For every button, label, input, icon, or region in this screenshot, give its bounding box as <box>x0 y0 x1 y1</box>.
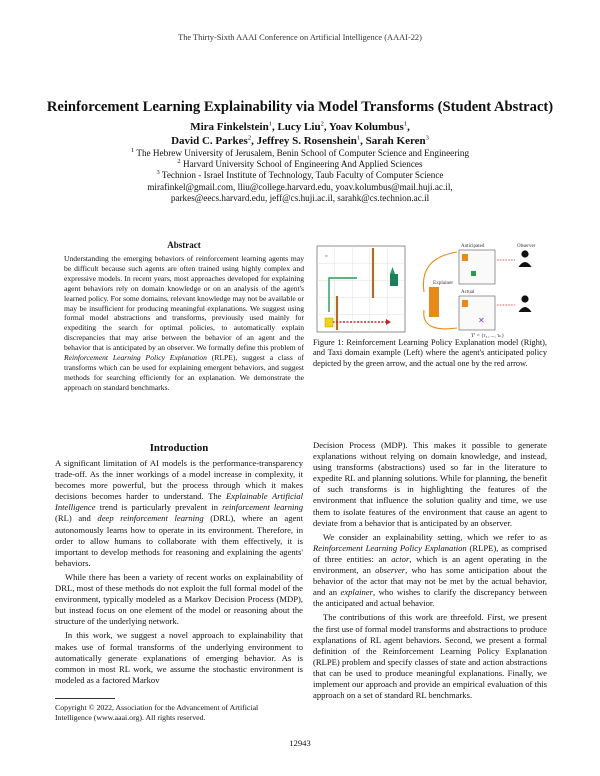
author-name: Jeffrey S. Rosenshein <box>256 135 357 147</box>
author-affil-mark: 2 <box>247 134 252 142</box>
body-paragraph <box>55 458 303 569</box>
actual-cell <box>462 300 468 307</box>
footnote-rule <box>55 698 115 699</box>
actual-label: Actual <box>461 290 475 295</box>
text-run: While there has been a variety of recent works on explainability of DRL, most of these methods do not exploit the full formal model of the environment, typically modeled as a Markov Decision Process (MDP), but instead focus on one element of the model or reasoning about the structure of the underlying network. <box>55 571 303 627</box>
author-name: Lucy Liu <box>277 121 321 133</box>
body-paragraph <box>313 532 547 610</box>
copyright-footnote <box>55 703 305 723</box>
abstract-body <box>64 254 304 393</box>
author-line-1: Mira Finkelstein$^1$, Lucy Liu$^2$, Yoav Kolumbus$^1$, <box>190 120 410 133</box>
figure-1 <box>311 238 547 338</box>
author-affil-mark: 1 <box>356 134 361 142</box>
affiliation-block <box>0 148 600 204</box>
figure-caption: Figure 1: Reinforcement Learning Policy Explanation model (Right), and Taxi domain example (Left) where the agent's anticipated policy depicted by the green arrow, and the actual one by the red arrow. <box>313 338 547 368</box>
text-run: Understanding the emerging behaviors of reinforcement learning agents may be difficult because such agents are often trained using highly complex and expressive models. In recent years, most approaches developed for explaining agent behaviors rely on domain knowledge or on an analysis of the agent's learned policy. For some domains, relevant knowledge may not be available or may be insufficient for producing meaningful explanations. We suggest using formal model abstractions and transforms, previously used mainly for expediting the search for optimal policies, to automatically explain discrepancies that may arise between the behavior of an agent and the behavior that is anticipated by an observer. We formally define this problem of <box>64 254 304 353</box>
text-run: , which is an agent operating in the environment, an <box>313 553 547 576</box>
emphasis-text: observer <box>375 565 406 576</box>
affiliation-line: $^2$ Harvard University School of Engineering And Applied Sciences <box>177 158 423 170</box>
footnote-line: Copyright © 2022, Association for the Advancement of Artificial <box>55 703 259 712</box>
taxi-agent <box>325 318 333 327</box>
text-run: (RLPE), as comprised of three entities: an <box>313 542 547 564</box>
emphasis-text: deep reinforcement learning <box>97 513 204 524</box>
author-name: Mira Finkelstein <box>190 121 269 133</box>
body-paragraph <box>313 440 547 529</box>
explainer-label: Explainer <box>433 280 454 286</box>
left-column <box>55 458 303 686</box>
passenger-mark: ▫ <box>325 252 328 260</box>
text-run: The contributions of this work are threefold. First, we present the first use of formal model transforms and abstractions to produce explanations of RL agent behaviors. Second, we present a formal definition of the Reinforcement Learning Policy Explanation (RLPE) problem and specify classes of state and action abstractions that can be used to produce meaningful explanations. Finally, we implement our approach and provide an empirical evaluation of this approach on a set of standard RL benchmarks. <box>313 612 547 701</box>
emphasis-text: Explainable Artificial Intelligence <box>55 491 303 513</box>
author-affil-mark: 1 <box>403 120 408 128</box>
footnote-line: Intelligence (www.aaai.org). All rights reserved. <box>55 713 206 722</box>
author-name: Yoav Kolumbus <box>328 121 404 133</box>
right-column <box>313 440 547 701</box>
body-paragraph <box>55 630 303 685</box>
emphasis-text: Reinforcement Learning Policy Explanation <box>313 542 467 553</box>
text-run: (DRL), where an agent autonomously learns how to operate in its environment. Therefore, in order to allow humans to collaborate with them effectively, it is important to develop methods for reasoning and explaining the agents' behaviors. <box>55 513 303 568</box>
page-number: 12943 <box>289 738 311 748</box>
text-run: Decision Process (MDP). This makes it possible to generate explanations without relying on domain knowledge, and instead, using transforms (abstractions) used so far in the literature to expedite RL and planning solutions. While for planning, the benefit of such transforms is in highlighting the features of the environment that influence the solution quality and time, we use them to isolate features of the environment that cause an agent to deviate from a behavior that is anticipated by an observer. <box>313 440 547 528</box>
text-run: (RL) and <box>55 513 98 524</box>
emphasis-text: reinforcement learning <box>222 502 304 513</box>
text-run: trend is particularly prevalent in <box>95 502 223 513</box>
transform-formula: T' = {τ₁, ..., τₙ} <box>471 333 505 338</box>
model-arc-bottom <box>424 310 457 329</box>
actor-body-icon <box>519 307 532 312</box>
taxi-grid <box>317 246 405 332</box>
text-run: , who has some anticipation about the behavior of the actor that may not be met by the actual behavior, and an <box>313 565 547 598</box>
anticipated-cell <box>471 271 476 276</box>
actor-icon <box>521 295 528 302</box>
affiliation-line: $^1$ The Hebrew University of Jerusalem, Benin School of Computer Science and Engineering <box>130 146 470 158</box>
author-line-2: David C. Parkes$^2$, Jeffrey S. Rosenshein$^1$, Sarah Keren$^3$ <box>171 134 429 147</box>
abstract-heading: Abstract <box>167 240 201 250</box>
emphasis-text: Reinforcement Learning Policy Explanation <box>64 353 207 363</box>
explainer-box <box>429 287 439 317</box>
text-run: (RLPE), suggest a class of transforms which can be used for explaining emergent behaviors, and suggest methods for searching efficiently for an explanation. We demonstrate the approach on standard benchmarks. <box>64 353 304 392</box>
observer-icon <box>521 250 528 257</box>
model-arc-top <box>423 252 457 292</box>
text-run: A significant limitation of AI models is the performance-transparency trade-off. As the inner workings of a model increase in complexity, it becomes more powerful, but the process through which it makes decisions becomes harder to understand. The <box>55 458 303 502</box>
cross-mark: ✕ <box>478 316 485 325</box>
text-run: , who wishes to clarify the discrepancy between the anticipated and actual behavior. <box>313 587 547 609</box>
author-affil-mark: 3 <box>425 134 429 142</box>
body-paragraph <box>55 572 303 627</box>
body-paragraph <box>313 612 547 701</box>
author-name: Sarah Keren <box>365 135 426 147</box>
introduction-heading: Introduction <box>149 442 209 454</box>
anticipated-label: Anticipated <box>461 244 485 249</box>
paper-title: Reinforcement Learning Explainability via Model Transforms (Student Abstract) <box>46 99 554 115</box>
affiliation-line: $^3$ Technion - Israel Institute of Technology, Taub Faculty of Computer Science <box>156 169 444 181</box>
author-affil-mark: 2 <box>320 120 324 128</box>
rlpe-diagram <box>423 244 535 338</box>
email-line: mirafinkel@gmail.com, lliu@college.harvard.edu, yoav.kolumbus@mail.huji.ac.il, <box>147 181 453 192</box>
author-affil-mark: 1 <box>268 120 272 128</box>
emphasis-text: actor <box>391 553 410 564</box>
observer-body-icon <box>519 262 532 267</box>
anticipated-cell <box>462 254 468 261</box>
emphasis-text: explainer <box>340 587 373 598</box>
taxi-goal-cell <box>390 274 398 286</box>
text-run: We consider an explainability setting, which we refer to as <box>323 531 547 542</box>
email-line: parkes@eecs.harvard.edu, jeff@cs.huji.ac.il, sarahk@cs.technion.ac.il <box>170 192 430 203</box>
author-name: David C. Parkes <box>171 135 248 147</box>
author-block <box>0 120 600 148</box>
observer-label: Observer <box>517 244 536 249</box>
text-run: In this work, we suggest a novel approach to explainability that makes use of formal transforms of the underlying environment to automatically generate explanations of emerging behavior. As is common in most RL work, we assume the stochastic environment is modeled as a factored Markov <box>55 630 303 685</box>
conference-header: The Thirty-Sixth AAAI Conference on Artificial Intelligence (AAAI-22) <box>178 33 422 42</box>
